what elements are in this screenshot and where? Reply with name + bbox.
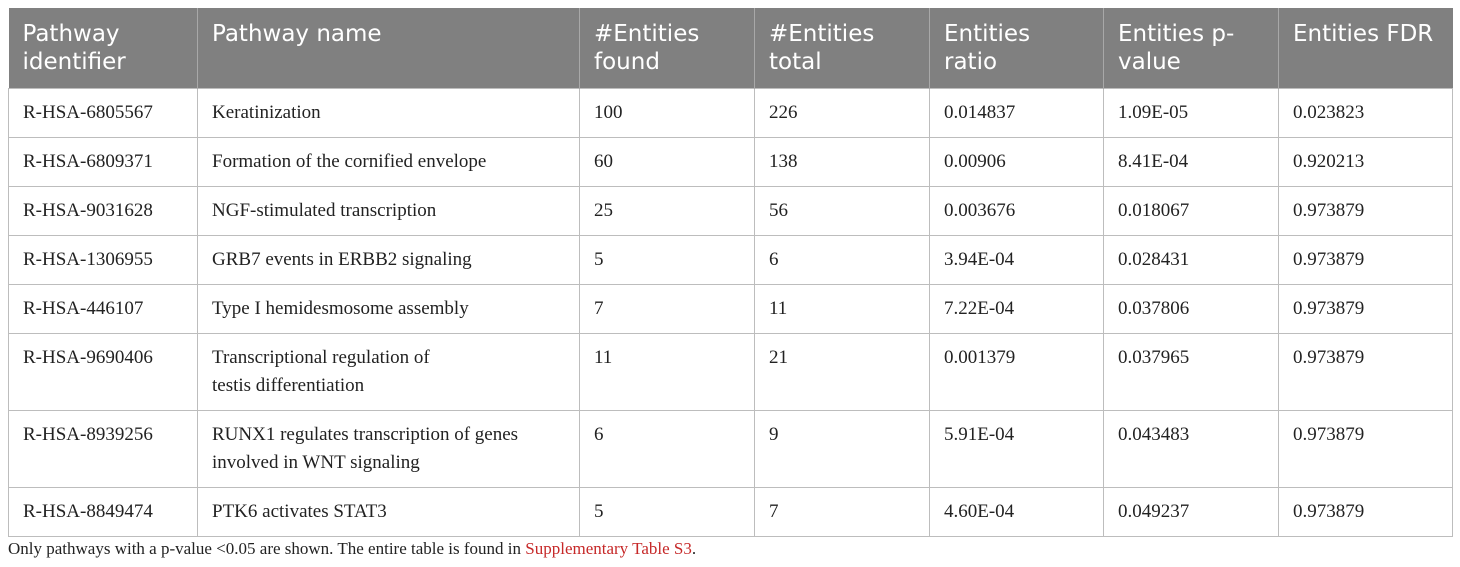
cell-entities-p-value: 0.037806 [1104, 285, 1279, 334]
cell-entities-p-value: 0.018067 [1104, 187, 1279, 236]
cell-entities-total: 21 [755, 334, 930, 411]
cell-pathway-name: RUNX1 regulates transcription of genes involved in WNT signaling [198, 411, 580, 488]
cell-pathway-name: Keratinization [198, 89, 580, 138]
cell-entities-total: 9 [755, 411, 930, 488]
cell-entities-ratio: 0.014837 [930, 89, 1104, 138]
cell-entities-found: 100 [580, 89, 755, 138]
cell-pathway-identifier: R-HSA-9031628 [9, 187, 198, 236]
table-row [9, 285, 1453, 334]
cell-entities-found: 5 [580, 488, 755, 537]
cell-pathway-identifier: R-HSA-9690406 [9, 334, 198, 411]
cell-pathway-identifier: R-HSA-446107 [9, 285, 198, 334]
table-row [9, 138, 1453, 187]
cell-entities-fdr: 0.973879 [1279, 187, 1453, 236]
header-pathway-name: Pathway name [198, 8, 580, 89]
cell-pathway-identifier: R-HSA-6809371 [9, 138, 198, 187]
cell-entities-ratio: 0.001379 [930, 334, 1104, 411]
supplementary-table-link[interactable]: Supplementary Table S3 [525, 539, 692, 558]
header-entities-fdr: Entities FDR [1279, 8, 1453, 89]
cell-entities-fdr: 0.973879 [1279, 334, 1453, 411]
cell-entities-total: 138 [755, 138, 930, 187]
cell-entities-found: 25 [580, 187, 755, 236]
cell-pathway-name: Transcriptional regulation of testis differentiation [198, 334, 580, 411]
cell-entities-p-value: 0.037965 [1104, 334, 1279, 411]
cell-pathway-identifier: R-HSA-1306955 [9, 236, 198, 285]
cell-entities-fdr: 0.023823 [1279, 89, 1453, 138]
header-pathway-identifier: Pathway identifier [9, 8, 198, 89]
table-row [9, 187, 1453, 236]
cell-entities-ratio: 7.22E-04 [930, 285, 1104, 334]
cell-entities-ratio: 0.003676 [930, 187, 1104, 236]
cell-entities-fdr: 0.973879 [1279, 411, 1453, 488]
cell-entities-ratio: 0.00906 [930, 138, 1104, 187]
cell-pathway-name: PTK6 activates STAT3 [198, 488, 580, 537]
cell-entities-found: 60 [580, 138, 755, 187]
cell-entities-found: 11 [580, 334, 755, 411]
cell-entities-found: 7 [580, 285, 755, 334]
footnote-text: Only pathways with a p-value <0.05 are shown. The entire table is found in [8, 539, 526, 558]
cell-entities-ratio: 5.91E-04 [930, 411, 1104, 488]
cell-entities-found: 5 [580, 236, 755, 285]
cell-entities-p-value: 0.049237 [1104, 488, 1279, 537]
cell-entities-total: 56 [755, 187, 930, 236]
table-row [9, 488, 1453, 537]
table-footnote [8, 539, 696, 559]
results-table-container [8, 8, 1452, 537]
cell-pathway-name: NGF-stimulated transcription [198, 187, 580, 236]
header-entities-total: #Entities total [755, 8, 930, 89]
cell-entities-p-value: 1.09E-05 [1104, 89, 1279, 138]
cell-pathway-name: Formation of the cornified envelope [198, 138, 580, 187]
cell-pathway-identifier: R-HSA-6805567 [9, 89, 198, 138]
header-entities-ratio: Entities ratio [930, 8, 1104, 89]
cell-entities-ratio: 3.94E-04 [930, 236, 1104, 285]
cell-entities-total: 226 [755, 89, 930, 138]
pathway-table [8, 8, 1453, 537]
table-row [9, 334, 1453, 411]
table-body [9, 89, 1453, 537]
cell-entities-p-value: 8.41E-04 [1104, 138, 1279, 187]
cell-entities-ratio: 4.60E-04 [930, 488, 1104, 537]
cell-entities-total: 6 [755, 236, 930, 285]
cell-entities-fdr: 0.973879 [1279, 285, 1453, 334]
cell-pathway-identifier: R-HSA-8849474 [9, 488, 198, 537]
table-row [9, 411, 1453, 488]
cell-entities-found: 6 [580, 411, 755, 488]
cell-entities-fdr: 0.973879 [1279, 488, 1453, 537]
cell-pathway-name: GRB7 events in ERBB2 signaling [198, 236, 580, 285]
table-row [9, 236, 1453, 285]
cell-pathway-identifier: R-HSA-8939256 [9, 411, 198, 488]
cell-entities-total: 11 [755, 285, 930, 334]
table-row [9, 89, 1453, 138]
header-entities-found: #Entities found [580, 8, 755, 89]
table-header [9, 8, 1453, 89]
cell-entities-total: 7 [755, 488, 930, 537]
cell-entities-fdr: 0.920213 [1279, 138, 1453, 187]
footnote-suffix: . [691, 539, 697, 558]
cell-entities-p-value: 0.043483 [1104, 411, 1279, 488]
cell-entities-fdr: 0.973879 [1279, 236, 1453, 285]
cell-entities-p-value: 0.028431 [1104, 236, 1279, 285]
header-entities-p-value: Entities p-value [1104, 8, 1279, 89]
header-row [9, 8, 1453, 89]
cell-pathway-name: Type I hemidesmosome assembly [198, 285, 580, 334]
